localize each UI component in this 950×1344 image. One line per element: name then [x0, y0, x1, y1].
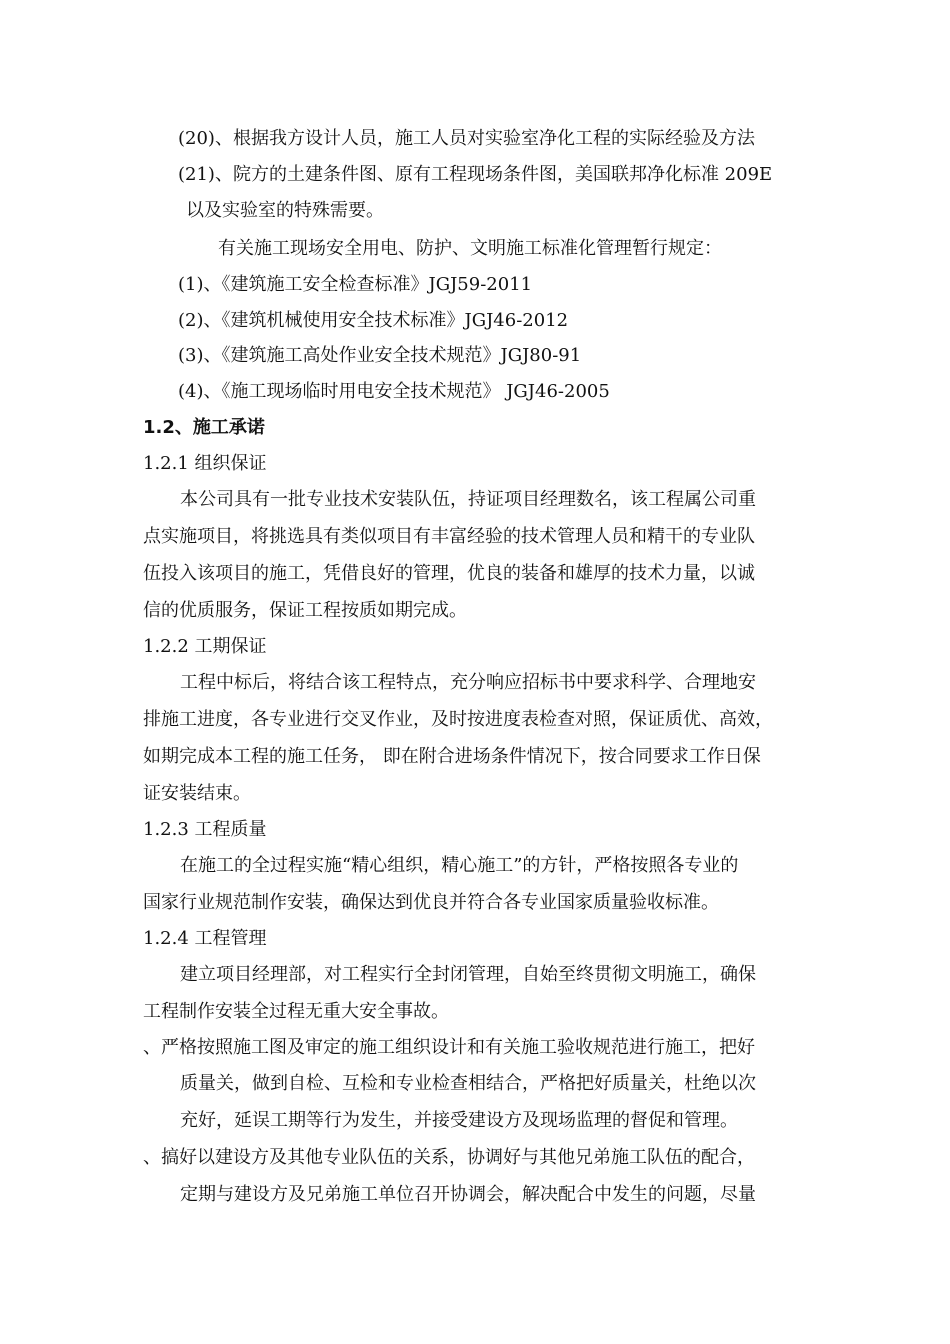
bullet-item-line: 、严格按照施工图及审定的施工组织设计和有关施工验收规范进行施工，把好 — [143, 1037, 755, 1058]
paragraph-line: 伍投入该项目的施工，凭借良好的管理，优良的装备和雄厚的技术力量，以诚 — [143, 563, 755, 584]
safety-regulations-intro: 有关施工现场安全用电、防护、文明施工标准化管理暂行规定： — [218, 238, 722, 259]
paragraph-line: 工程中标后，将结合该工程特点，充分响应招标书中要求科学、合理地安 — [180, 672, 756, 693]
section-title-construction-commitment: 1.2、施工承诺 — [143, 417, 265, 438]
safety-standard-1: (1)、《建筑施工安全检查标准》JGJ59-2011 — [178, 274, 533, 295]
paragraph-line: 建立项目经理部，对工程实行全封闭管理，自始至终贯彻文明施工，确保 — [180, 964, 756, 985]
bullet-item-line: 质量关，做到自检、互检和专业检查相结合，严格把好质量关，杜绝以次 — [180, 1073, 756, 1094]
safety-standard-4: (4)、《施工现场临时用电安全技术规范》 JGJ46-2005 — [178, 381, 610, 402]
paragraph-line: 本公司具有一批专业技术安装队伍，持证项目经理数名，该工程属公司重 — [180, 489, 756, 510]
subsection-title-management: 1.2.4 工程管理 — [143, 928, 267, 949]
safety-standard-3: (3)、《建筑施工高处作业安全技术规范》JGJ80-91 — [178, 345, 582, 366]
bullet-item-line: 充好，延误工期等行为发生，并接受建设方及现场监理的督促和管理。 — [180, 1110, 738, 1131]
paragraph-line: 在施工的全过程实施“精心组织，精心施工”的方针，严格按照各专业的 — [180, 855, 739, 876]
subsection-title-schedule: 1.2.2 工期保证 — [143, 636, 267, 657]
reference-item-20: (20)、根据我方设计人员，施工人员对实验室净化工程的实际经验及方法 — [178, 128, 755, 149]
paragraph-line: 国家行业规范制作安装，确保达到优良并符合各专业国家质量验收标准。 — [143, 892, 719, 913]
bullet-item-line: 、搞好以建设方及其他专业队伍的关系，协调好与其他兄弟施工队伍的配合， — [143, 1147, 755, 1168]
reference-item-21: (21)、院方的土建条件图、原有工程现场条件图，美国联邦净化标准 209E — [178, 164, 773, 185]
reference-item-21-continued: 以及实验室的特殊需要。 — [186, 200, 384, 221]
paragraph-line: 排施工进度，各专业进行交叉作业，及时按进度表检查对照，保证质优、高效， — [143, 709, 773, 730]
subsection-title-quality: 1.2.3 工程质量 — [143, 819, 267, 840]
bullet-item-line: 定期与建设方及兄弟施工单位召开协调会，解决配合中发生的问题，尽量 — [180, 1184, 756, 1205]
paragraph-line: 信的优质服务，保证工程按质如期完成。 — [143, 600, 467, 621]
paragraph-line: 工程制作安装全过程无重大安全事故。 — [143, 1001, 449, 1022]
safety-standard-2: (2)、《建筑机械使用安全技术标准》JGJ46-2012 — [178, 310, 569, 331]
subsection-title-organization: 1.2.1 组织保证 — [143, 453, 267, 474]
paragraph-line: 点实施项目，将挑选具有类似项目有丰富经验的技术管理人员和精干的专业队 — [143, 526, 755, 547]
paragraph-line: 如期完成本工程的施工任务， 即在附合进场条件情况下，按合同要求工作日保 — [143, 746, 761, 767]
paragraph-line: 证安装结束。 — [143, 783, 251, 804]
